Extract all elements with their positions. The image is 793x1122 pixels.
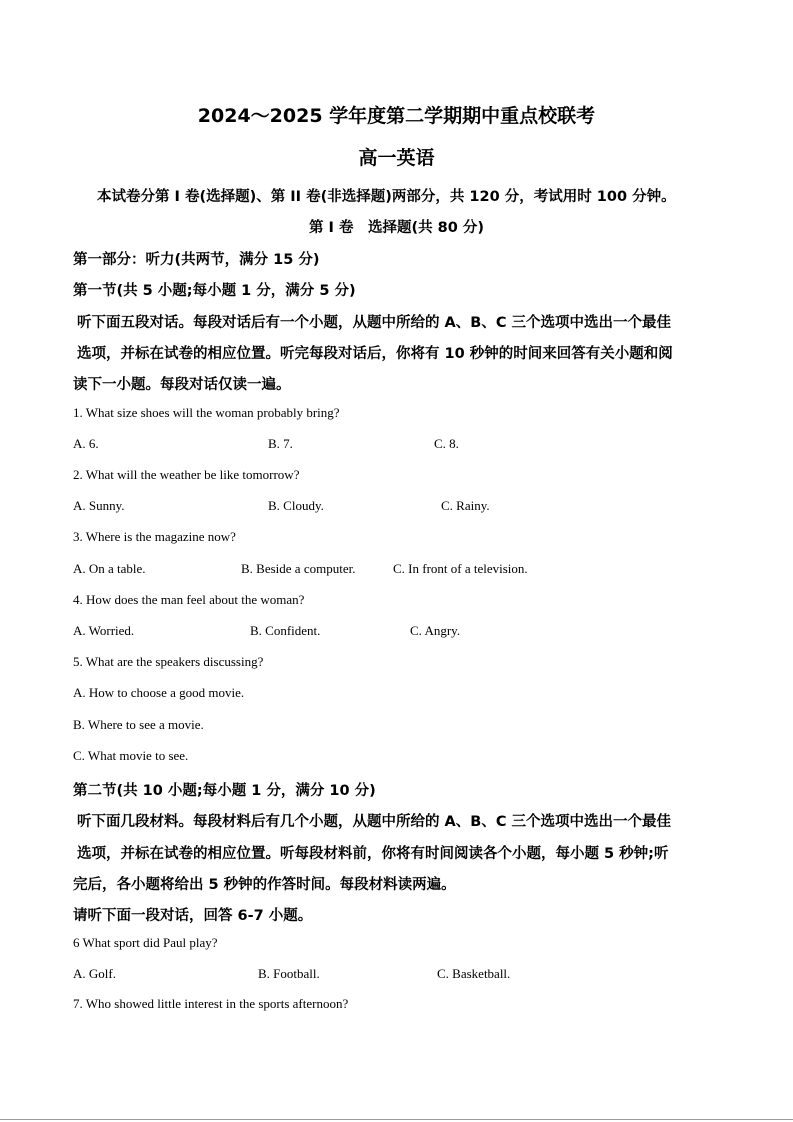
page-bottom-divider bbox=[0, 1119, 793, 1120]
section1-instruction-line: 选项，并标在试卷的相应位置。听完每段对话后，你将有 10 秒钟的时间来回答有关小题和阅 bbox=[77, 346, 673, 362]
exam-intro: 本试卷分第 I 卷(选择题)、第 II 卷(非选择题)两部分，共 120 分，考试用时 100 分钟。 bbox=[97, 189, 676, 205]
option-c: C. In front of a television. bbox=[393, 561, 528, 576]
question-text: 6 What sport did Paul play? bbox=[73, 935, 218, 950]
option-b: B. Beside a computer. bbox=[241, 561, 356, 576]
option-b: B. Football. bbox=[258, 966, 320, 981]
option-c: C. Basketball. bbox=[437, 966, 511, 981]
section1-instruction-line: 听下面五段对话。每段对话后有一个小题，从题中所给的 A、B、C 三个选项中选出一个最佳 bbox=[77, 315, 672, 331]
section2-heading: 第二节(共 10 小题;每小题 1 分，满分 10 分) bbox=[73, 783, 376, 799]
option-c: C. 8. bbox=[434, 436, 459, 451]
option-a: A. How to choose a good movie. bbox=[73, 685, 245, 700]
option-a: A. On a table. bbox=[73, 561, 146, 576]
option-b: B. 7. bbox=[268, 436, 293, 451]
question-text: 5. What are the speakers discussing? bbox=[73, 654, 264, 669]
volume-heading: 第 I 卷 选择题(共 80 分) bbox=[308, 220, 485, 236]
option-a: A. Golf. bbox=[73, 966, 116, 981]
option-b: B. Confident. bbox=[250, 623, 321, 638]
section1-instruction-line: 读下一小题。每段对话仅读一遍。 bbox=[73, 377, 291, 393]
section2-instruction-line: 选项，并标在试卷的相应位置。听每段材料前，你将有时间阅读各个小题，每小题 5 秒钟;听 bbox=[77, 846, 669, 862]
option-b: B. Where to see a movie. bbox=[73, 717, 204, 732]
question-text: 7. Who showed little interest in the sports afternoon? bbox=[73, 996, 349, 1011]
option-c: C. Rainy. bbox=[441, 498, 490, 513]
question-text: 2. What will the weather be like tomorrow? bbox=[73, 467, 300, 482]
exam-title: 2024～2025 学年度第二学期期中重点校联考 bbox=[197, 105, 596, 127]
option-b: B. Cloudy. bbox=[268, 498, 324, 513]
option-a: A. 6. bbox=[73, 436, 99, 451]
subject-title: 高一英语 bbox=[358, 147, 435, 169]
part1-heading: 第一部分：听力(共两节，满分 15 分) bbox=[73, 252, 320, 268]
question-text: 3. Where is the magazine now? bbox=[73, 529, 236, 544]
option-c: C. Angry. bbox=[410, 623, 461, 638]
option-a: A. Worried. bbox=[73, 623, 135, 638]
listening-prompt: 请听下面一段对话，回答 6-7 小题。 bbox=[73, 908, 313, 924]
section2-instruction-line: 完后，各小题将给出 5 秒钟的作答时间。每段材料读两遍。 bbox=[73, 877, 456, 893]
option-c: C. What movie to see. bbox=[73, 748, 189, 763]
section2-instruction-line: 听下面几段材料。每段材料后有几个小题，从题中所给的 A、B、C 三个选项中选出一个最佳 bbox=[77, 814, 672, 830]
section1-heading: 第一节(共 5 小题;每小题 1 分，满分 5 分) bbox=[73, 283, 356, 299]
question-text: 1. What size shoes will the woman probably bring? bbox=[73, 405, 340, 420]
question-text: 4. How does the man feel about the woman? bbox=[73, 592, 305, 607]
option-a: A. Sunny. bbox=[73, 498, 125, 513]
